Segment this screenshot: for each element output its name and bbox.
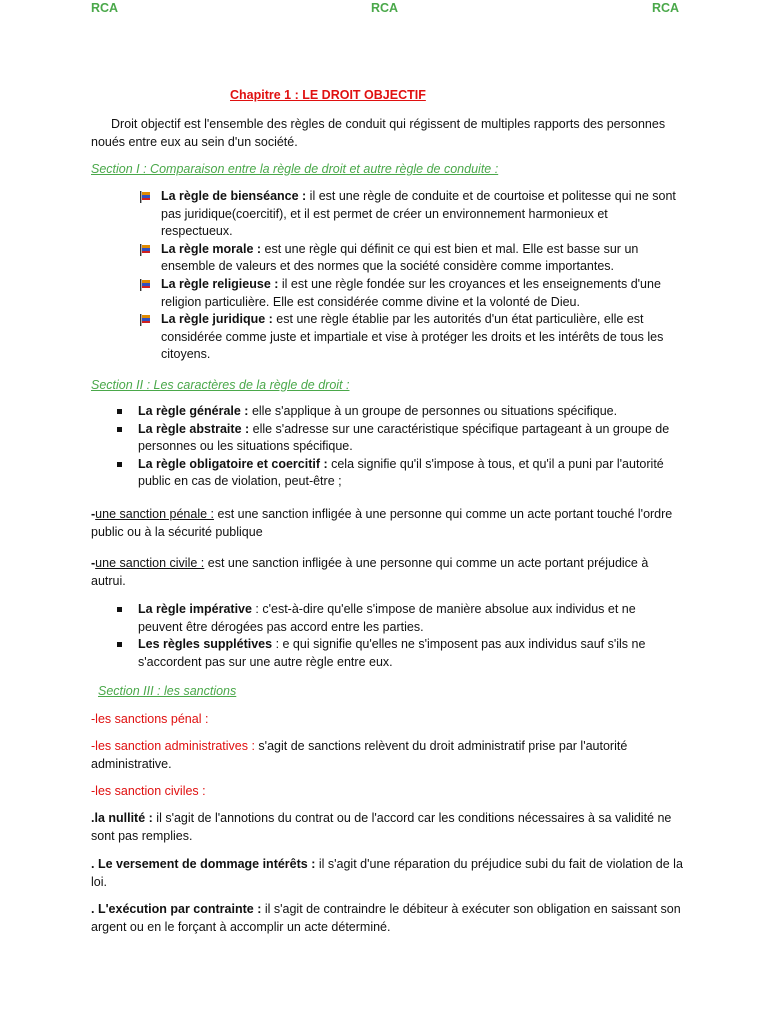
header-left: RCA [91,1,119,15]
sanction-penale-paragraph [91,505,686,541]
square-bullet-icon [117,607,122,612]
square-bullet-icon [117,642,122,647]
execution-term: . L'exécution par contrainte : [91,902,262,916]
header-center: RCA [371,1,399,15]
sanctions-penal-label: -les sanctions pénal : [91,712,209,726]
item-term: La règle générale : [138,404,249,418]
sanctions-admin-paragraph [91,737,686,773]
item-text: est une règle établie par les autorités d'un état particulière, elle est considérée comme juste et impartiale et vise à protéger les droits et les intérêts de tous les citoyens. [161,312,664,362]
section-1-heading: Section I : Comparaison entre la règle de droit et autre règle de conduite : [91,162,499,176]
section-2-list-2 [138,601,668,671]
list-item [138,601,668,636]
execution-paragraph [91,900,686,936]
list-item [138,456,678,491]
item-text: il est une règle de conduite et de courtoise et politesse qui ne sont pas juridique(coercitif), et il est permet de créer un environnement harmonieux et respectueux. [161,189,676,239]
flag-bullet-icon [139,244,151,256]
intro-paragraph: Droit objectif est l'ensemble des règles de conduit qui régissent de multiples rapports des personnes noués entre eux au sein d'un société. [91,117,666,149]
sanction-civile-paragraph [91,554,686,590]
nullite-text: il s'agit de l'annotions du contrat ou de l'accord car les conditions nécessaires à sa validité ne sont pas remplies. [91,811,672,843]
item-term: La règle abstraite : [138,421,250,436]
list-item [161,241,681,276]
item-term: La règle juridique : [161,312,273,327]
list-item [138,421,678,456]
item-text: elle s'adresse sur une caractéristique spécifique partageant à un groupe de personnes ou les situations spécifique. [138,421,670,454]
list-item [138,636,668,671]
dommage-paragraph [91,855,686,891]
sanction-penale-text: est une sanction infligée à une personne qui comme un acte portant touché l'ordre public ou à la sécurité publique [91,507,673,539]
square-bullet-icon [117,427,122,432]
list-item [161,311,681,364]
sanctions-admin-label: -les sanction administratives : [91,739,255,753]
sanction-penale-term: une sanction pénale : [95,507,215,521]
item-term: La règle obligatoire et coercitif : [138,456,328,471]
sanctions-civil-label: -les sanction civiles : [91,784,206,798]
flag-bullet-icon [139,314,151,326]
item-text: cela signifie qu'il s'impose à tous, et qu'il a puni par l'autorité public en cas de violation, peut-être ; [138,456,664,489]
flag-bullet-icon [139,191,151,203]
dash-marker: - [91,556,96,570]
flag-bullet-icon [139,279,151,291]
section-2-heading: Section II : Les caractères de la règle de droit : [91,378,350,392]
sanction-civile-term: une sanction civile : [95,556,205,570]
sanctions-admin-text: s'agit de sanctions relèvent du droit administratif prise par l'autorité administrative. [91,739,628,771]
nullite-paragraph [91,809,686,845]
item-term: La règle religieuse : [161,276,279,291]
square-bullet-icon [117,462,122,467]
section-1-list [161,188,681,364]
item-term: La règle morale : [161,241,262,256]
execution-text: il s'agit de contraindre le débiteur à exécuter son obligation en saissant son argent ou en le forçant à accomplir un acte déterminé. [91,902,681,934]
list-item [161,276,681,311]
dommage-text: il s'agit d'une réparation du préjudice subi du fait de violation de la loi. [91,857,683,889]
item-text: il est une règle fondée sur les croyances et les enseignements d'une religion particulière. Elle est considérée comme divine et la volonté de Dieu. [161,276,661,309]
item-text: : c'est-à-dire qu'elle s'impose de manière absolue aux individus et ne peuvent être dérogées pas accord entre les parties. [138,602,636,634]
list-item [161,188,681,241]
nullite-term: .la nullité : [91,811,153,825]
section-3-heading: Section III : les sanctions [98,684,237,698]
section-2-list [138,403,678,491]
sanction-civile-text: est une sanction infligée à une personne qui comme un acte portant préjudice à autrui. [91,556,649,588]
dommage-term: . Le versement de dommage intérêts : [91,857,316,871]
item-term: La règle impérative [138,602,252,616]
item-text: : e qui signifie qu'elles ne s'imposent pas aux individus sauf s'ils ne s'accordent pas sur une autre règle entre eux. [138,637,646,669]
list-item [138,403,678,421]
square-bullet-icon [117,409,122,414]
header-right: RCA [652,1,680,15]
item-text: elle s'applique à un groupe de personnes ou situations spécifique. [248,404,618,418]
dash-marker: - [91,507,96,521]
item-term: La règle de bienséance : [161,189,307,203]
page-title: Chapitre 1 : LE DROIT OBJECTIF [230,88,426,102]
item-text: est une règle qui définit ce qui est bien et mal. Elle est basse sur un ensemble de valeurs et des normes que la société considère comme importantes. [161,241,639,274]
item-term: Les règles supplétives [138,637,273,652]
